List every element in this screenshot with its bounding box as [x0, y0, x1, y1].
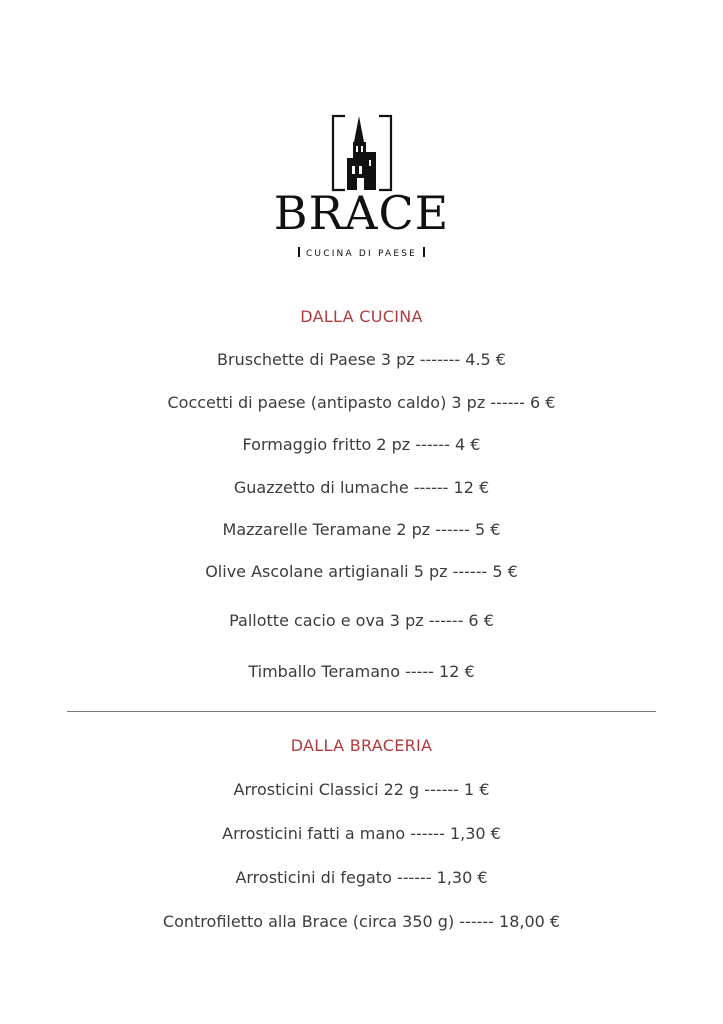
menu-item: Arrosticini di fegato ------ 1,30 € — [235, 868, 488, 887]
menu-item: Timballo Teramano ----- 12 € — [248, 662, 475, 681]
brand-name: BRACE — [273, 186, 450, 240]
menu-item: Pallotte cacio e ova 3 pz ------ 6 € — [229, 611, 494, 630]
brand-tagline: CUCINA DI PAESE — [0, 247, 723, 259]
menu-item: Guazzetto di lumache ------ 12 € — [233, 478, 490, 497]
menu-item: Formaggio fritto 2 pz ------ 4 € — [242, 435, 481, 454]
church-tower-icon — [331, 114, 393, 192]
section-divider — [67, 711, 656, 712]
menu-item: Mazzarelle Teramane 2 pz ------ 5 € — [222, 520, 501, 539]
menu-item: Arrosticini fatti a mano ------ 1,30 € — [222, 824, 501, 843]
section-title-braceria: DALLA BRACERIA — [290, 736, 433, 755]
menu-item: Coccetti di paese (antipasto caldo) 3 pz ------ 6 € — [167, 393, 556, 412]
menu-item: Bruschette di Paese 3 pz ------- 4.5 € — [217, 350, 506, 369]
menu-item: Controfiletto alla Brace (circa 350 g) ------ 18,00 € — [162, 912, 561, 931]
menu-item: Olive Ascolane artigianali 5 pz ------ 5 € — [205, 562, 518, 581]
restaurant-logo — [0, 110, 723, 260]
section-title-cucina: DALLA CUCINA — [300, 307, 423, 326]
menu-item: Arrosticini Classici 22 g ------ 1 € — [233, 780, 490, 799]
